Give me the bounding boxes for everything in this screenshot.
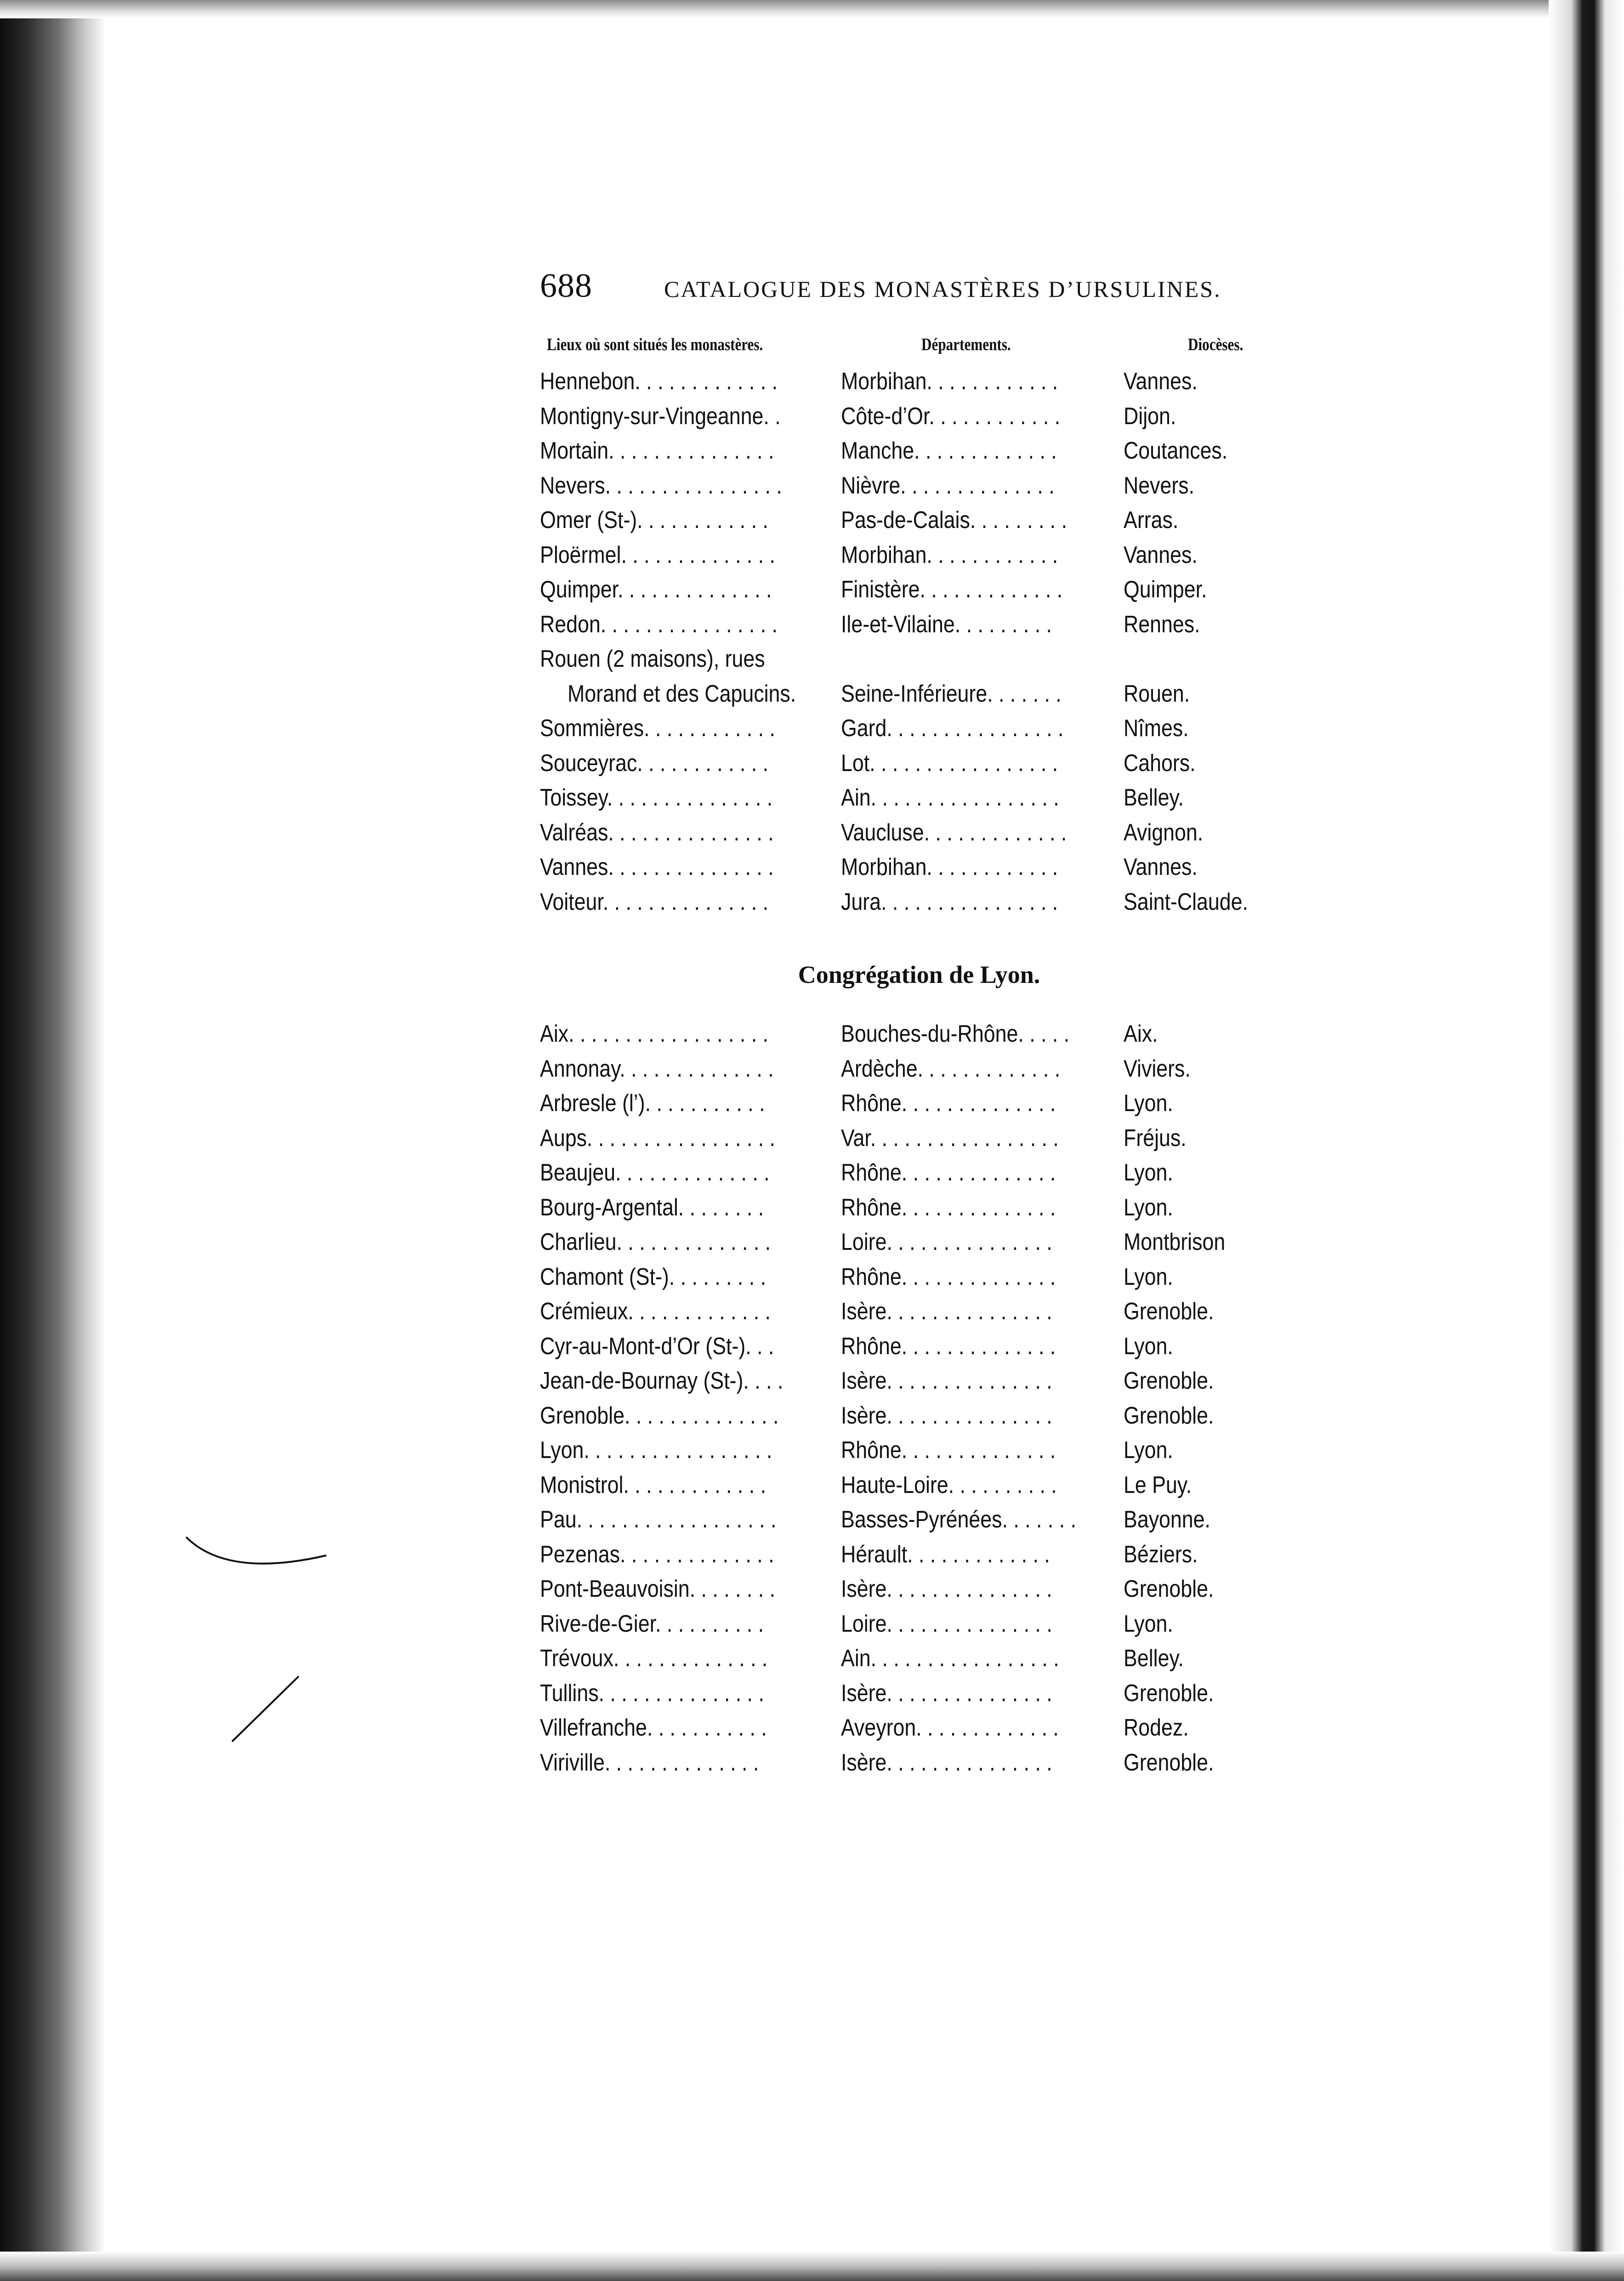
department-name: Gard. . . . . . . . . . . . . . . . — [841, 715, 1064, 742]
list-item — [540, 506, 1298, 541]
list-item — [540, 1194, 1298, 1229]
diocese-name: Bayonne. — [1124, 1506, 1210, 1533]
list-item — [540, 437, 1298, 472]
diocese-name: Lyon. — [1124, 1159, 1173, 1186]
place-name: Crémieux. . . . . . . . . . . . . — [540, 1298, 771, 1325]
section-heading: Congrégation de Lyon. — [798, 961, 1040, 988]
department-name: Rhône. . . . . . . . . . . . . . — [841, 1263, 1056, 1290]
place-name: Pau. . . . . . . . . . . . . . . . . . — [540, 1506, 777, 1533]
list-item — [540, 1159, 1298, 1194]
scan-left-edge — [0, 0, 106, 2281]
place-name: Morand et des Capucins. — [568, 680, 796, 707]
scan-right-edge — [1549, 0, 1624, 2281]
place-name: Tullins. . . . . . . . . . . . . . . — [540, 1680, 764, 1707]
diocese-name: Avignon. — [1124, 819, 1204, 846]
department-name: Rhône. . . . . . . . . . . . . . — [841, 1090, 1056, 1117]
list-item — [540, 715, 1298, 749]
department-name: Rhône. . . . . . . . . . . . . . — [841, 1333, 1056, 1360]
diocese-name: Vannes. — [1124, 854, 1198, 880]
place-name: Mortain. . . . . . . . . . . . . . . — [540, 437, 774, 464]
place-name: Pezenas. . . . . . . . . . . . . . — [540, 1541, 774, 1568]
list-item — [540, 749, 1298, 784]
list-item — [540, 853, 1298, 888]
scan-top-edge — [0, 0, 1624, 18]
page-number: 688 — [540, 267, 592, 305]
diocese-name: Rennes. — [1124, 611, 1200, 638]
department-name: Isère. . . . . . . . . . . . . . . — [841, 1680, 1052, 1707]
list-item — [540, 645, 1298, 680]
list-item — [540, 1020, 1298, 1055]
catalogue-list-lyon — [540, 1020, 1298, 1783]
list-item — [540, 1402, 1298, 1437]
department-name: Jura. . . . . . . . . . . . . . . . — [841, 888, 1058, 915]
diocese-name: Vannes. — [1124, 368, 1198, 395]
department-name: Morbihan. . . . . . . . . . . . — [841, 368, 1058, 395]
place-name: Lyon. . . . . . . . . . . . . . . . . — [540, 1437, 772, 1464]
list-item — [540, 1089, 1298, 1124]
diocese-name: Grenoble. — [1124, 1402, 1214, 1429]
place-name: Redon. . . . . . . . . . . . . . . . — [540, 611, 778, 638]
place-name: Villefranche. . . . . . . . . . . — [540, 1714, 767, 1741]
diocese-name: Rodez. — [1124, 1714, 1189, 1741]
place-name: Aix. . . . . . . . . . . . . . . . . . — [540, 1021, 768, 1047]
catalogue-list — [540, 368, 1298, 923]
diocese-name: Le Puy. — [1124, 1471, 1192, 1498]
list-item — [540, 541, 1298, 576]
department-name: Ain. . . . . . . . . . . . . . . . . — [841, 784, 1059, 811]
department-name: Isère. . . . . . . . . . . . . . . — [841, 1749, 1052, 1776]
place-name: Monistrol. . . . . . . . . . . . . — [540, 1471, 767, 1498]
place-name: Grenoble. . . . . . . . . . . . . . — [540, 1402, 779, 1429]
diocese-name: Belley. — [1124, 784, 1184, 811]
running-title: CATALOGUE DES MONASTÈRES D’URSULINES. — [664, 276, 1221, 302]
diocese-name: Béziers. — [1124, 1541, 1198, 1568]
diocese-name: Arras. — [1124, 507, 1179, 533]
department-name: Isère. . . . . . . . . . . . . . . — [841, 1367, 1052, 1394]
column-header-places: Lieux où sont situés les monastères. — [547, 335, 763, 354]
place-name: Ploërmel. . . . . . . . . . . . . . — [540, 541, 775, 568]
list-item — [540, 1714, 1298, 1749]
place-name: Vannes. . . . . . . . . . . . . . . — [540, 854, 774, 880]
department-name: Ardèche. . . . . . . . . . . . . — [841, 1055, 1061, 1082]
place-name: Arbresle (l’). . . . . . . . . . . — [540, 1090, 765, 1117]
list-item — [540, 1575, 1298, 1610]
list-item — [540, 1506, 1298, 1541]
place-name: Voiteur. . . . . . . . . . . . . . . — [540, 888, 769, 915]
department-name: Bouches-du-Rhône. . . . . — [841, 1021, 1070, 1047]
place-name: Rouen (2 maisons), rues — [540, 646, 765, 672]
department-name: Pas-de-Calais. . . . . . . . . — [841, 507, 1068, 533]
list-item — [540, 1124, 1298, 1159]
list-item — [540, 888, 1298, 923]
diocese-name: Rouen. — [1124, 680, 1190, 707]
diocese-name: Aix. — [1124, 1021, 1158, 1047]
list-item — [540, 1367, 1298, 1402]
place-name: Quimper. . . . . . . . . . . . . . — [540, 576, 772, 603]
list-item — [540, 1749, 1298, 1784]
place-name: Chamont (St-). . . . . . . . . — [540, 1263, 767, 1290]
list-item — [540, 1228, 1298, 1263]
place-name: Toissey. . . . . . . . . . . . . . . — [540, 784, 773, 811]
department-name: Isère. . . . . . . . . . . . . . . — [841, 1576, 1052, 1602]
diocese-name: Belley. — [1124, 1645, 1184, 1672]
department-name: Aveyron. . . . . . . . . . . . . — [841, 1714, 1059, 1741]
place-name: Jean-de-Bournay (St-). . . . — [540, 1367, 784, 1394]
department-name: Lot. . . . . . . . . . . . . . . . . — [841, 749, 1058, 777]
scan-bottom-edge — [0, 2252, 1624, 2281]
place-name: Souceyrac. . . . . . . . . . . . — [540, 749, 769, 777]
diocese-name: Nevers. — [1124, 472, 1195, 499]
list-item — [540, 1471, 1298, 1506]
place-name: Montigny-sur-Vingeanne. . — [540, 403, 781, 430]
department-name: Manche. . . . . . . . . . . . . — [841, 437, 1057, 464]
department-name: Vaucluse. . . . . . . . . . . . . — [841, 819, 1067, 846]
diocese-name: Lyon. — [1124, 1333, 1173, 1360]
list-item — [540, 1298, 1298, 1333]
diocese-name: Coutances. — [1124, 437, 1228, 464]
place-name: Viriville. . . . . . . . . . . . . . — [540, 1749, 759, 1776]
place-name: Pont-Beauvoisin. . . . . . . . — [540, 1576, 776, 1602]
diocese-name: Grenoble. — [1124, 1680, 1214, 1707]
place-name: Sommières. . . . . . . . . . . . — [540, 715, 775, 742]
list-item — [540, 680, 1298, 715]
diocese-name: Grenoble. — [1124, 1367, 1214, 1394]
list-item — [540, 1333, 1298, 1367]
department-name: Rhône. . . . . . . . . . . . . . — [841, 1159, 1056, 1186]
list-item — [540, 1436, 1298, 1471]
place-name: Omer (St-). . . . . . . . . . . . — [540, 507, 768, 533]
department-name: Nièvre. . . . . . . . . . . . . . — [841, 472, 1055, 499]
department-name: Haute-Loire. . . . . . . . . . — [841, 1471, 1057, 1498]
department-name: Rhône. . . . . . . . . . . . . . — [841, 1437, 1056, 1464]
place-name: Aups. . . . . . . . . . . . . . . . . — [540, 1124, 775, 1152]
department-name: Côte-d’Or. . . . . . . . . . . . — [841, 403, 1061, 430]
diocese-name: Nîmes. — [1124, 715, 1189, 742]
diocese-name: Vannes. — [1124, 541, 1198, 568]
list-item — [540, 403, 1298, 437]
diocese-name: Lyon. — [1124, 1194, 1173, 1221]
place-name: Hennebon. . . . . . . . . . . . . — [540, 368, 778, 395]
department-name: Var. . . . . . . . . . . . . . . . . — [841, 1124, 1059, 1152]
list-item — [540, 1645, 1298, 1680]
department-name: Isère. . . . . . . . . . . . . . . — [841, 1402, 1052, 1429]
diocese-name: Grenoble. — [1124, 1576, 1214, 1602]
diocese-name: Montbrison — [1124, 1229, 1226, 1255]
list-item — [540, 1610, 1298, 1645]
diocese-name: Fréjus. — [1124, 1124, 1187, 1152]
page-header — [540, 267, 1271, 308]
department-name: Morbihan. . . . . . . . . . . . — [841, 854, 1058, 880]
department-name: Hérault. . . . . . . . . . . . . — [841, 1541, 1050, 1568]
department-name: Seine-Inférieure. . . . . . . — [841, 680, 1062, 707]
diocese-name: Lyon. — [1124, 1610, 1173, 1637]
department-name: Loire. . . . . . . . . . . . . . . — [841, 1610, 1052, 1637]
department-name: Ile-et-Vilaine. . . . . . . . . — [841, 611, 1052, 638]
place-name: Beaujeu. . . . . . . . . . . . . . — [540, 1159, 770, 1186]
department-name: Ain. . . . . . . . . . . . . . . . . — [841, 1645, 1059, 1672]
list-item — [540, 1541, 1298, 1576]
diocese-name: Lyon. — [1124, 1263, 1173, 1290]
list-item — [540, 472, 1298, 507]
department-name: Isère. . . . . . . . . . . . . . . — [841, 1298, 1052, 1325]
column-header-departments: Départements. — [921, 335, 1011, 354]
diocese-name: Grenoble. — [1124, 1749, 1214, 1776]
department-name: Finistère. . . . . . . . . . . . . — [841, 576, 1063, 603]
diocese-name: Quimper. — [1124, 576, 1207, 603]
diocese-name: Lyon. — [1124, 1090, 1173, 1117]
diocese-name: Lyon. — [1124, 1437, 1173, 1464]
list-item — [540, 1680, 1298, 1714]
place-name: Annonay. . . . . . . . . . . . . . — [540, 1055, 774, 1082]
place-name: Trévoux. . . . . . . . . . . . . . — [540, 1645, 768, 1672]
list-item — [540, 368, 1298, 403]
department-name: Rhône. . . . . . . . . . . . . . — [841, 1194, 1056, 1221]
place-name: Bourg-Argental. . . . . . . . — [540, 1194, 764, 1221]
diocese-name: Saint-Claude. — [1124, 888, 1248, 915]
list-item — [540, 611, 1298, 646]
diocese-name: Grenoble. — [1124, 1298, 1214, 1325]
diocese-name: Dijon. — [1124, 403, 1176, 430]
diocese-name: Viviers. — [1124, 1055, 1191, 1082]
column-header-dioceses: Diocèses. — [1188, 335, 1244, 354]
place-name: Rive-de-Gier. . . . . . . . . . — [540, 1610, 764, 1637]
list-item — [540, 1263, 1298, 1298]
list-item — [540, 1055, 1298, 1090]
list-item — [540, 819, 1298, 854]
department-name: Morbihan. . . . . . . . . . . . — [841, 541, 1058, 568]
place-name: Cyr-au-Mont-d’Or (St-). . . — [540, 1333, 774, 1360]
list-item — [540, 784, 1298, 819]
list-item — [540, 576, 1298, 611]
place-name: Nevers. . . . . . . . . . . . . . . . — [540, 472, 782, 499]
place-name: Charlieu. . . . . . . . . . . . . . — [540, 1229, 771, 1255]
department-name: Basses-Pyrénées. . . . . . . — [841, 1506, 1076, 1533]
department-name: Loire. . . . . . . . . . . . . . . — [841, 1229, 1052, 1255]
place-name: Valréas. . . . . . . . . . . . . . . — [540, 819, 774, 846]
diocese-name: Cahors. — [1124, 749, 1196, 777]
